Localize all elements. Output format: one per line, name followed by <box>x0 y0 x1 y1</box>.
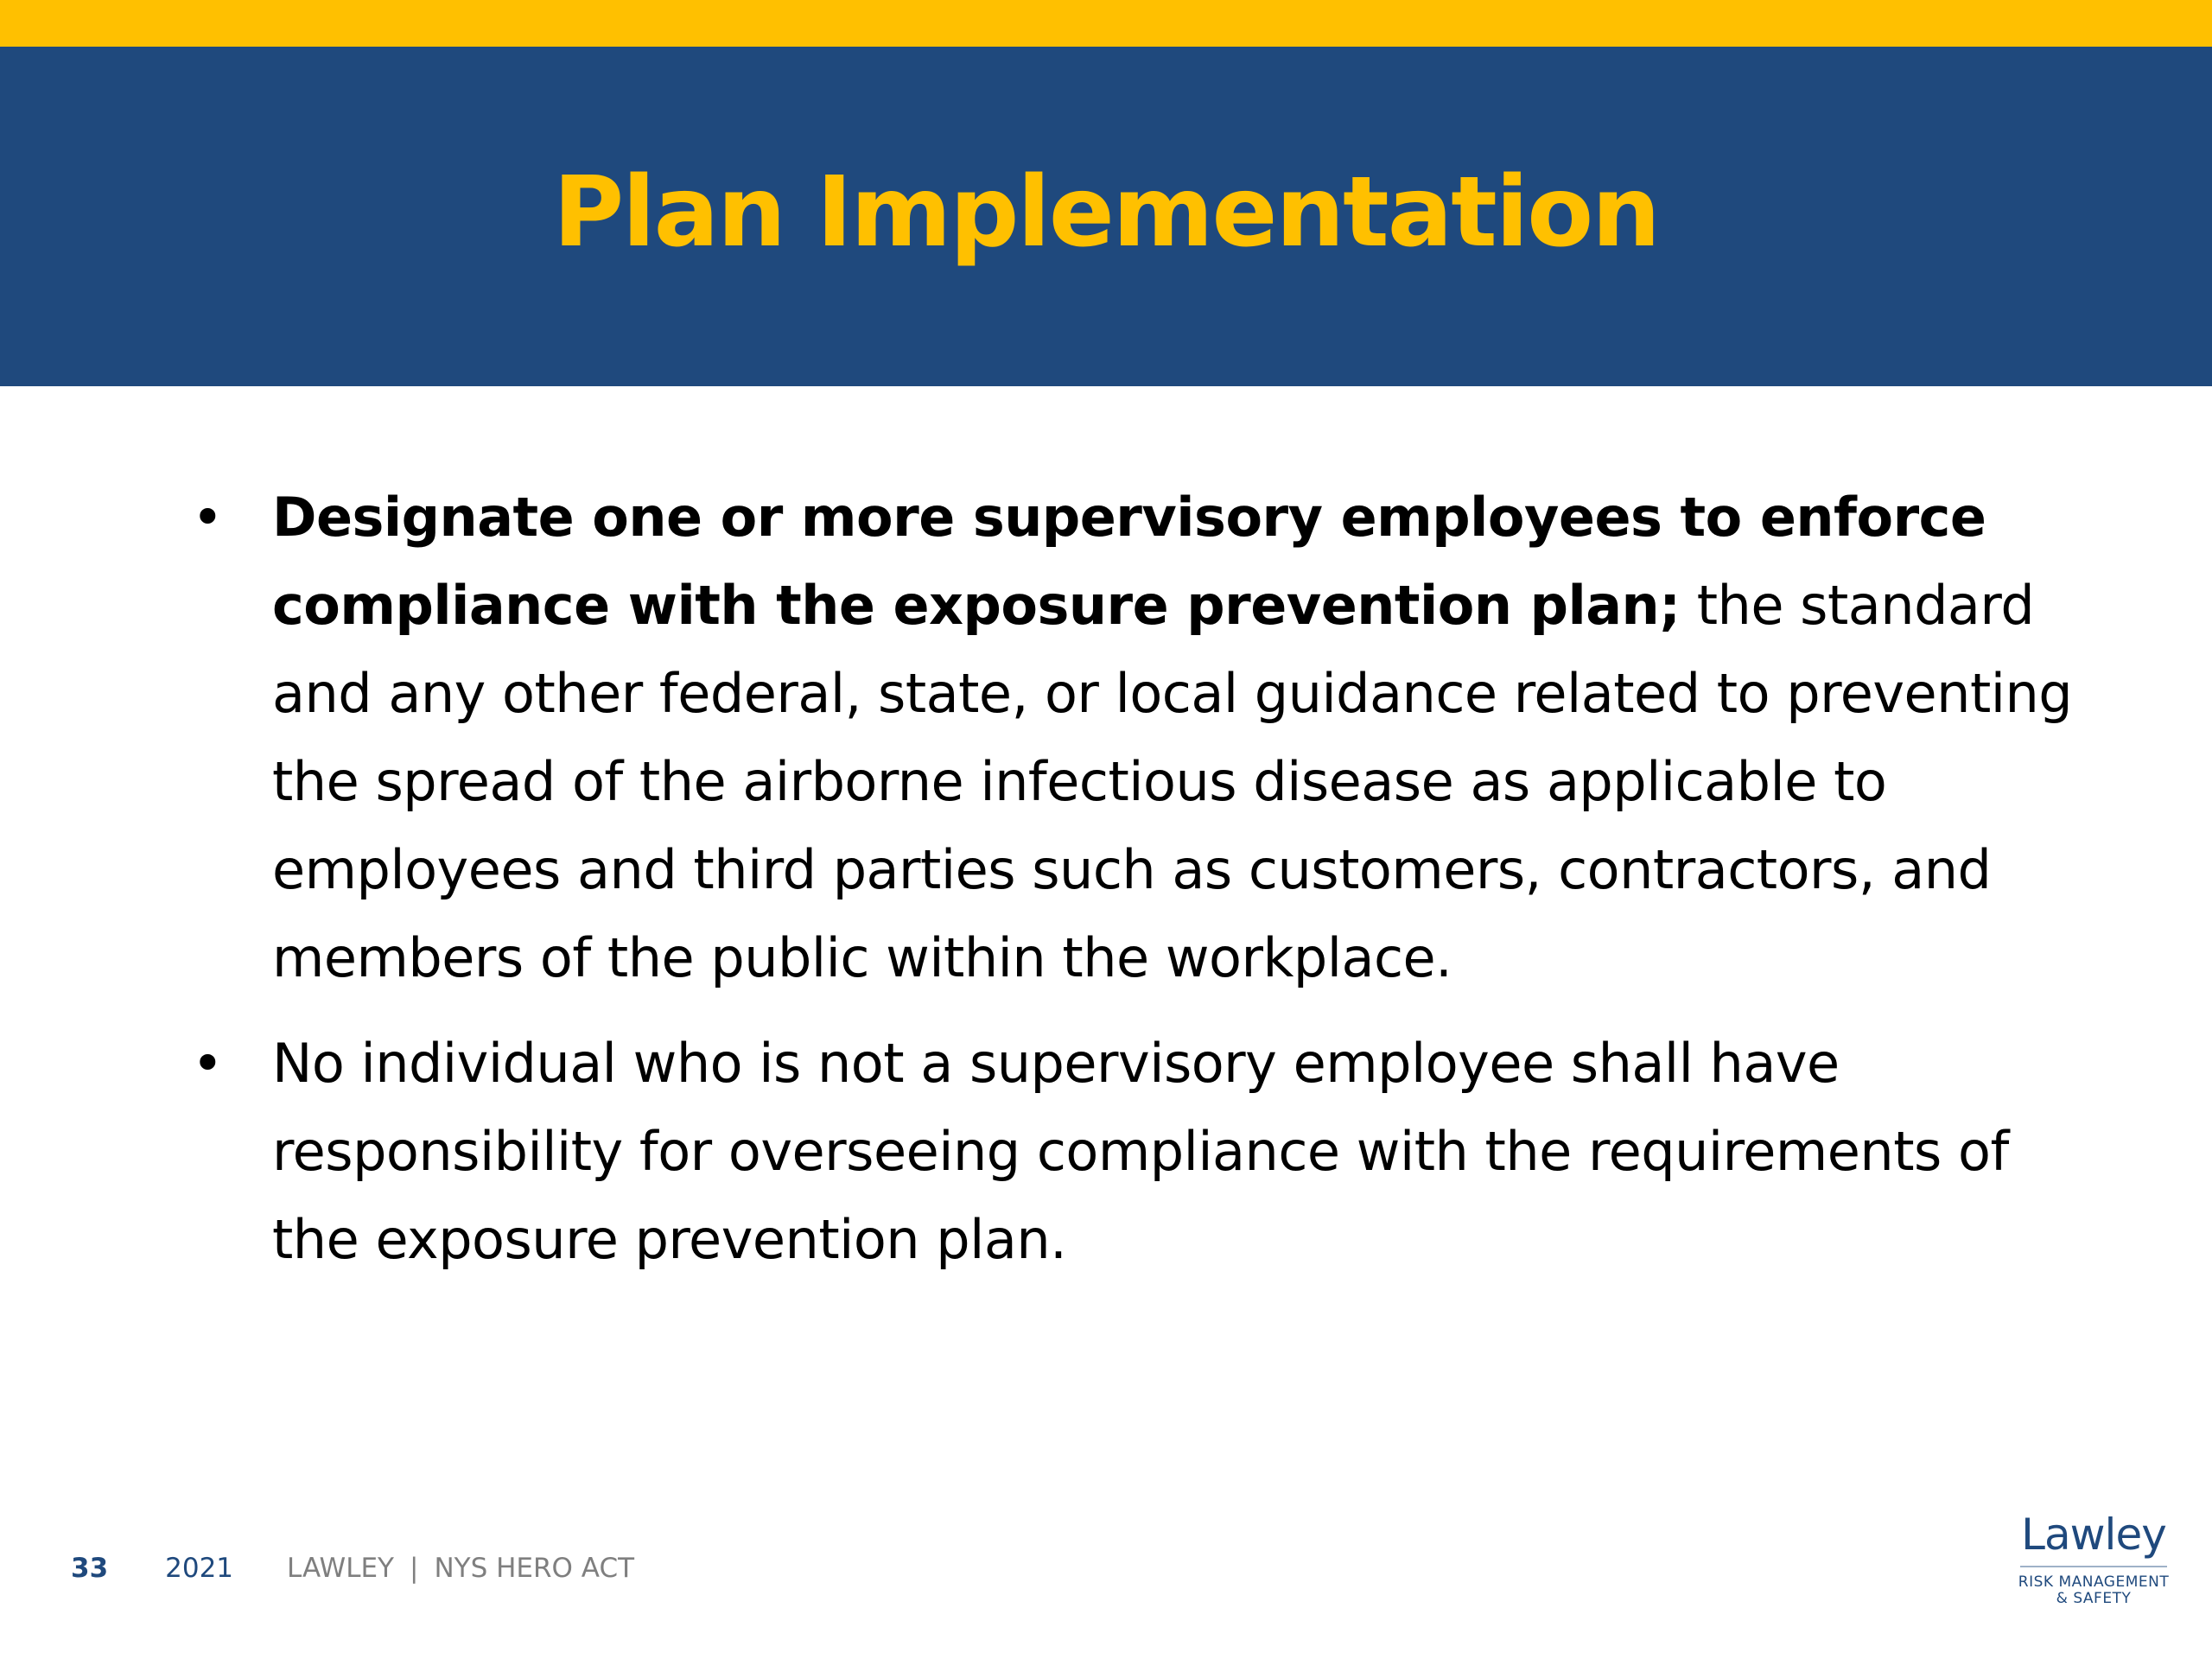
lawley-logo <box>2003 1509 2184 1621</box>
logo-tagline-line1: RISK MANAGEMENT <box>2018 1573 2170 1591</box>
page-number: 33 <box>71 1553 109 1584</box>
title-banner <box>0 47 2212 386</box>
slide-footer <box>71 1547 634 1590</box>
logo-name: Lawley <box>2021 1510 2166 1560</box>
footer-year: 2021 <box>165 1553 234 1584</box>
logo-tagline-line2: & SAFETY <box>2056 1590 2132 1607</box>
bullet-item <box>181 1020 2082 1284</box>
bullet-icon: • <box>192 486 224 549</box>
bullet-bold-text: Designate one or more supervisory employees to enforce compliance with the exposure prevention plan; <box>272 486 1986 637</box>
footer-separator: | <box>410 1553 419 1584</box>
bullet-text: the standard and any other federal, state, or local guidance related to preventing the spread of the airborne infectious disease as applicable to employees and third parties such as customers, contractors, and members of the public within the workplace. <box>272 574 2073 989</box>
footer-company: LAWLEY <box>287 1553 394 1584</box>
top-accent-stripe <box>0 0 2212 47</box>
logo-divider <box>2020 1566 2167 1567</box>
footer-topic: NYS HERO ACT <box>434 1553 635 1584</box>
bullet-text: No individual who is not a supervisory employee shall have responsibility for overseeing compliance with the requirements of the exposure prevention plan. <box>272 1032 2009 1271</box>
slide-title: Plan Implementation <box>553 156 1659 269</box>
slide-body <box>181 474 2082 1301</box>
bullet-item <box>181 474 2082 1002</box>
bullet-icon: • <box>192 1032 224 1095</box>
